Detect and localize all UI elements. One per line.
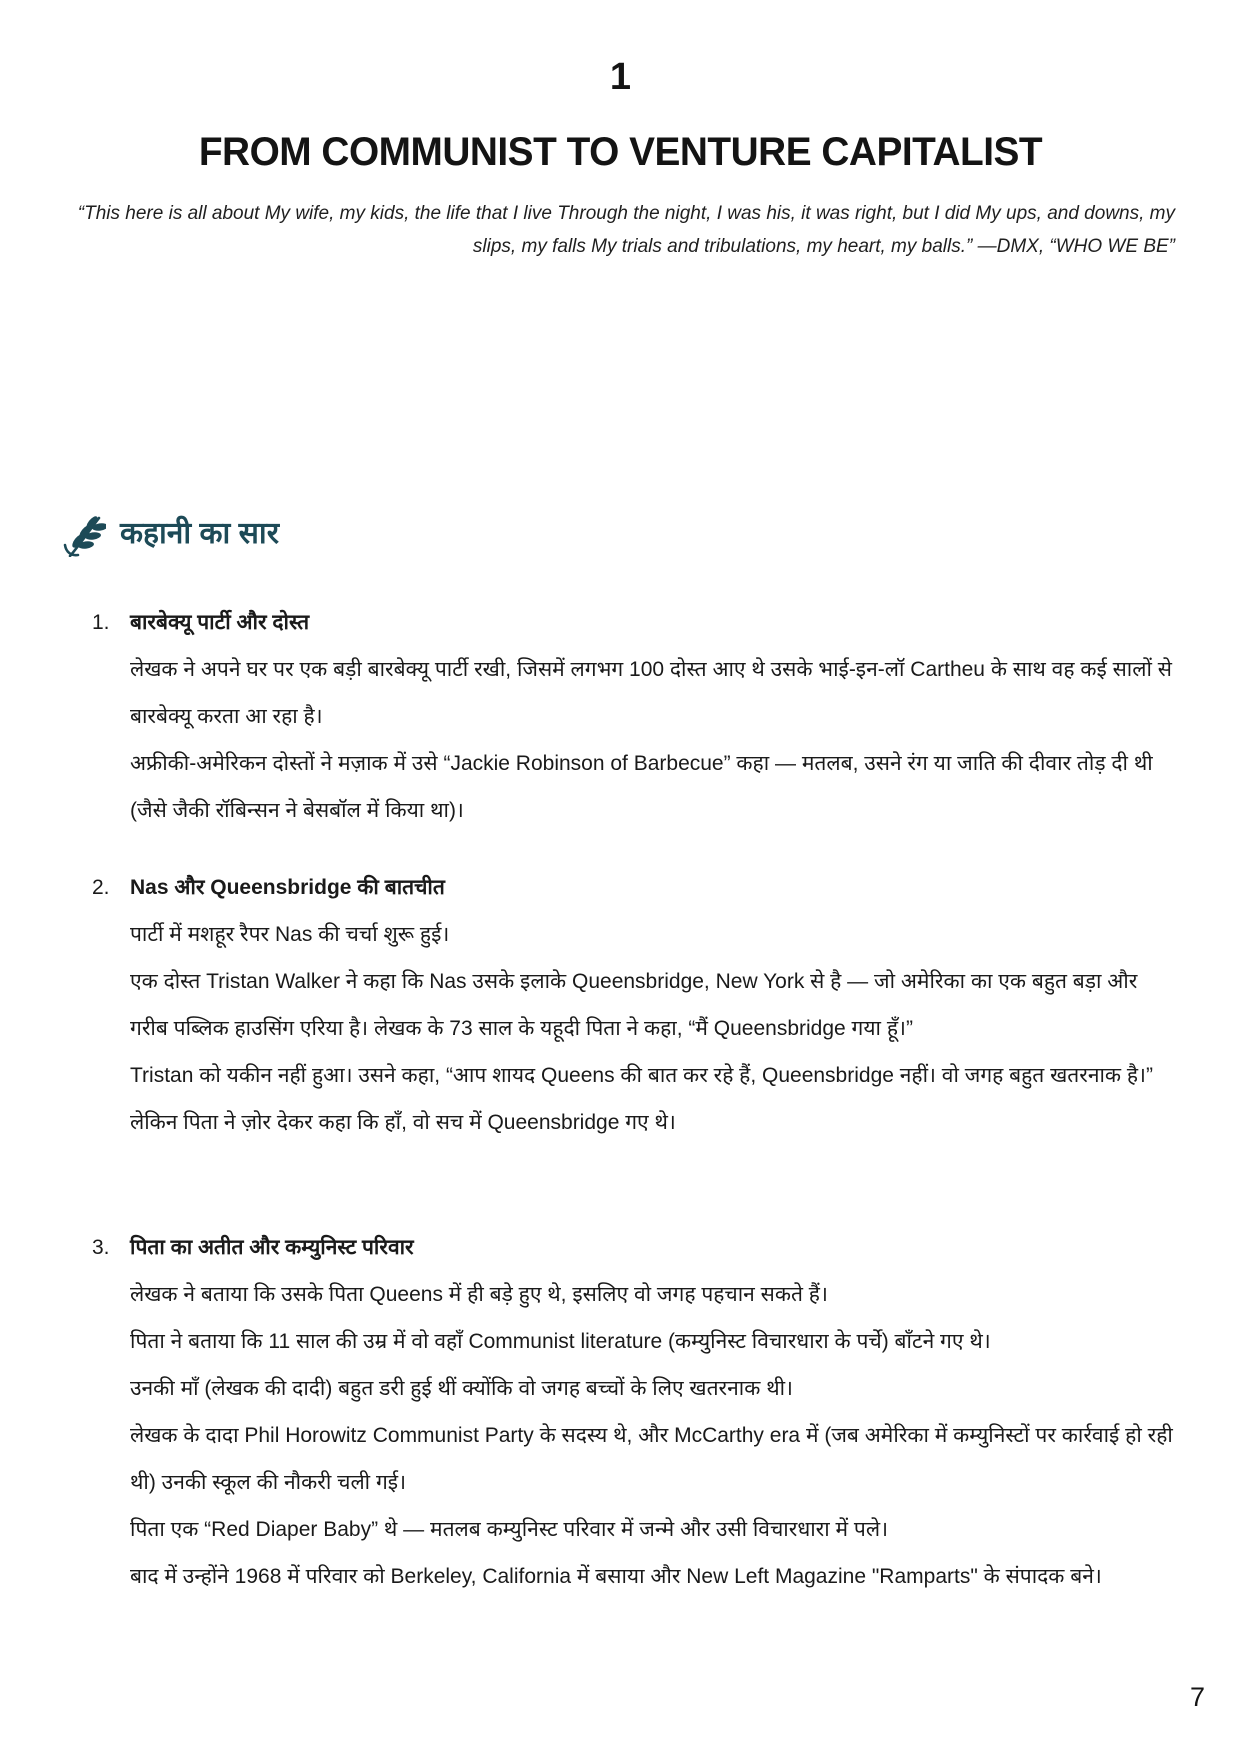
item-paragraph: लेकिन पिता ने ज़ोर देकर कहा कि हाँ, वो सच में Queensbridge गए थे। xyxy=(130,1111,676,1134)
epigraph-quote: “This here is all about My wife, my kids, the life that I live Through the night, I was his, it was right, but I did My ups, and downs, my slips, my falls My trials and tribulations, my heart, my balls.” —DMX, “WHO WE BE” xyxy=(77,203,1175,257)
item-paragraph: लेखक ने बताया कि उसके पिता Queens में ही बड़े हुए थे, इसलिए वो जगह पहचान सकते हैं। xyxy=(130,1283,828,1306)
item-number: 3. xyxy=(92,1236,110,1259)
item-title: बारबेक्यू पार्टी और दोस्त xyxy=(130,611,310,634)
leaf-sprig-icon xyxy=(62,511,106,557)
chapter-number: 1 xyxy=(609,56,632,98)
item-paragraph: अफ्रीकी-अमेरिकन दोस्तों ने मज़ाक में उसे “Jackie Robinson of Barbecue” कहा — मतलब, उसने रंग या जाति की दीवार तोड़ दी थी (जैसे जैकी रॉबिन्सन ने बेसबॉल में किया था)। xyxy=(130,752,1153,822)
chapter-title: FROM COMMUNIST TO VENTURE CAPITALIST xyxy=(198,130,1043,174)
item-paragraph: लेखक के दादा Phil Horowitz Communist Party के सदस्य थे, और McCarthy era में (जब अमेरिका में कम्युनिस्टों पर कार्रवाई हो रही थी) उनकी स्कूल की नौकरी चली गई। xyxy=(130,1424,1173,1494)
item-paragraph: एक दोस्त Tristan Walker ने कहा कि Nas उसके इलाके Queensbridge, New York से है — जो अमेरिका का एक बहुत बड़ा और गरीब पब्लिक हाउसिंग एरिया है। लेखक के 73 साल के यहूदी पिता ने कहा, “मैं Queensbridge गया हूँ।” xyxy=(130,970,1138,1040)
item-paragraph: बाद में उन्होंने 1968 में परिवार को Berkeley, California में बसाया और New Left Magazine "Ramparts" के संपादक बने। xyxy=(130,1565,1102,1588)
item-paragraph: Tristan को यकीन नहीं हुआ। उसने कहा, “आप शायद Queens की बात कर रहे हैं, Queensbridge नहीं। वो जगह बहुत खतरनाक है।” xyxy=(130,1064,1153,1087)
item-paragraph: पार्टी में मशहूर रैपर Nas की चर्चा शुरू हुई। xyxy=(130,923,450,946)
summary-section-heading xyxy=(62,511,1241,557)
item-paragraph: पिता एक “Red Diaper Baby” थे — मतलब कम्युनिस्ट परिवार में जन्मे और उसी विचारधारा में पले। xyxy=(130,1518,889,1541)
list-item-1 xyxy=(92,599,1175,834)
item-paragraph: पिता ने बताया कि 11 साल की उम्र में वो वहाँ Communist literature (कम्युनिस्ट विचारधारा के पर्चे) बाँटने गए थे। xyxy=(130,1330,991,1353)
item-number: 2. xyxy=(92,876,110,899)
summary-list xyxy=(92,599,1175,1600)
item-title: Nas और Queensbridge की बातचीत xyxy=(130,876,445,899)
list-item-2 xyxy=(92,864,1175,1146)
item-number: 1. xyxy=(92,611,110,634)
page-number: 7 xyxy=(1189,1682,1205,1712)
list-item-3 xyxy=(92,1224,1175,1600)
item-title: पिता का अतीत और कम्युनिस्ट परिवार xyxy=(130,1236,414,1259)
item-paragraph: लेखक ने अपने घर पर एक बड़ी बारबेक्यू पार्टी रखी, जिसमें लगभग 100 दोस्त आए थे उसके भाई-इन-लॉ Cartheu के साथ वह कई सालों से बारबेक्यू करता आ रहा है। xyxy=(130,658,1172,728)
item-paragraph: उनकी माँ (लेखक की दादी) बहुत डरी हुई थीं क्योंकि वो जगह बच्चों के लिए खतरनाक थी। xyxy=(130,1377,794,1400)
summary-heading-label: कहानी का सार xyxy=(120,517,279,550)
